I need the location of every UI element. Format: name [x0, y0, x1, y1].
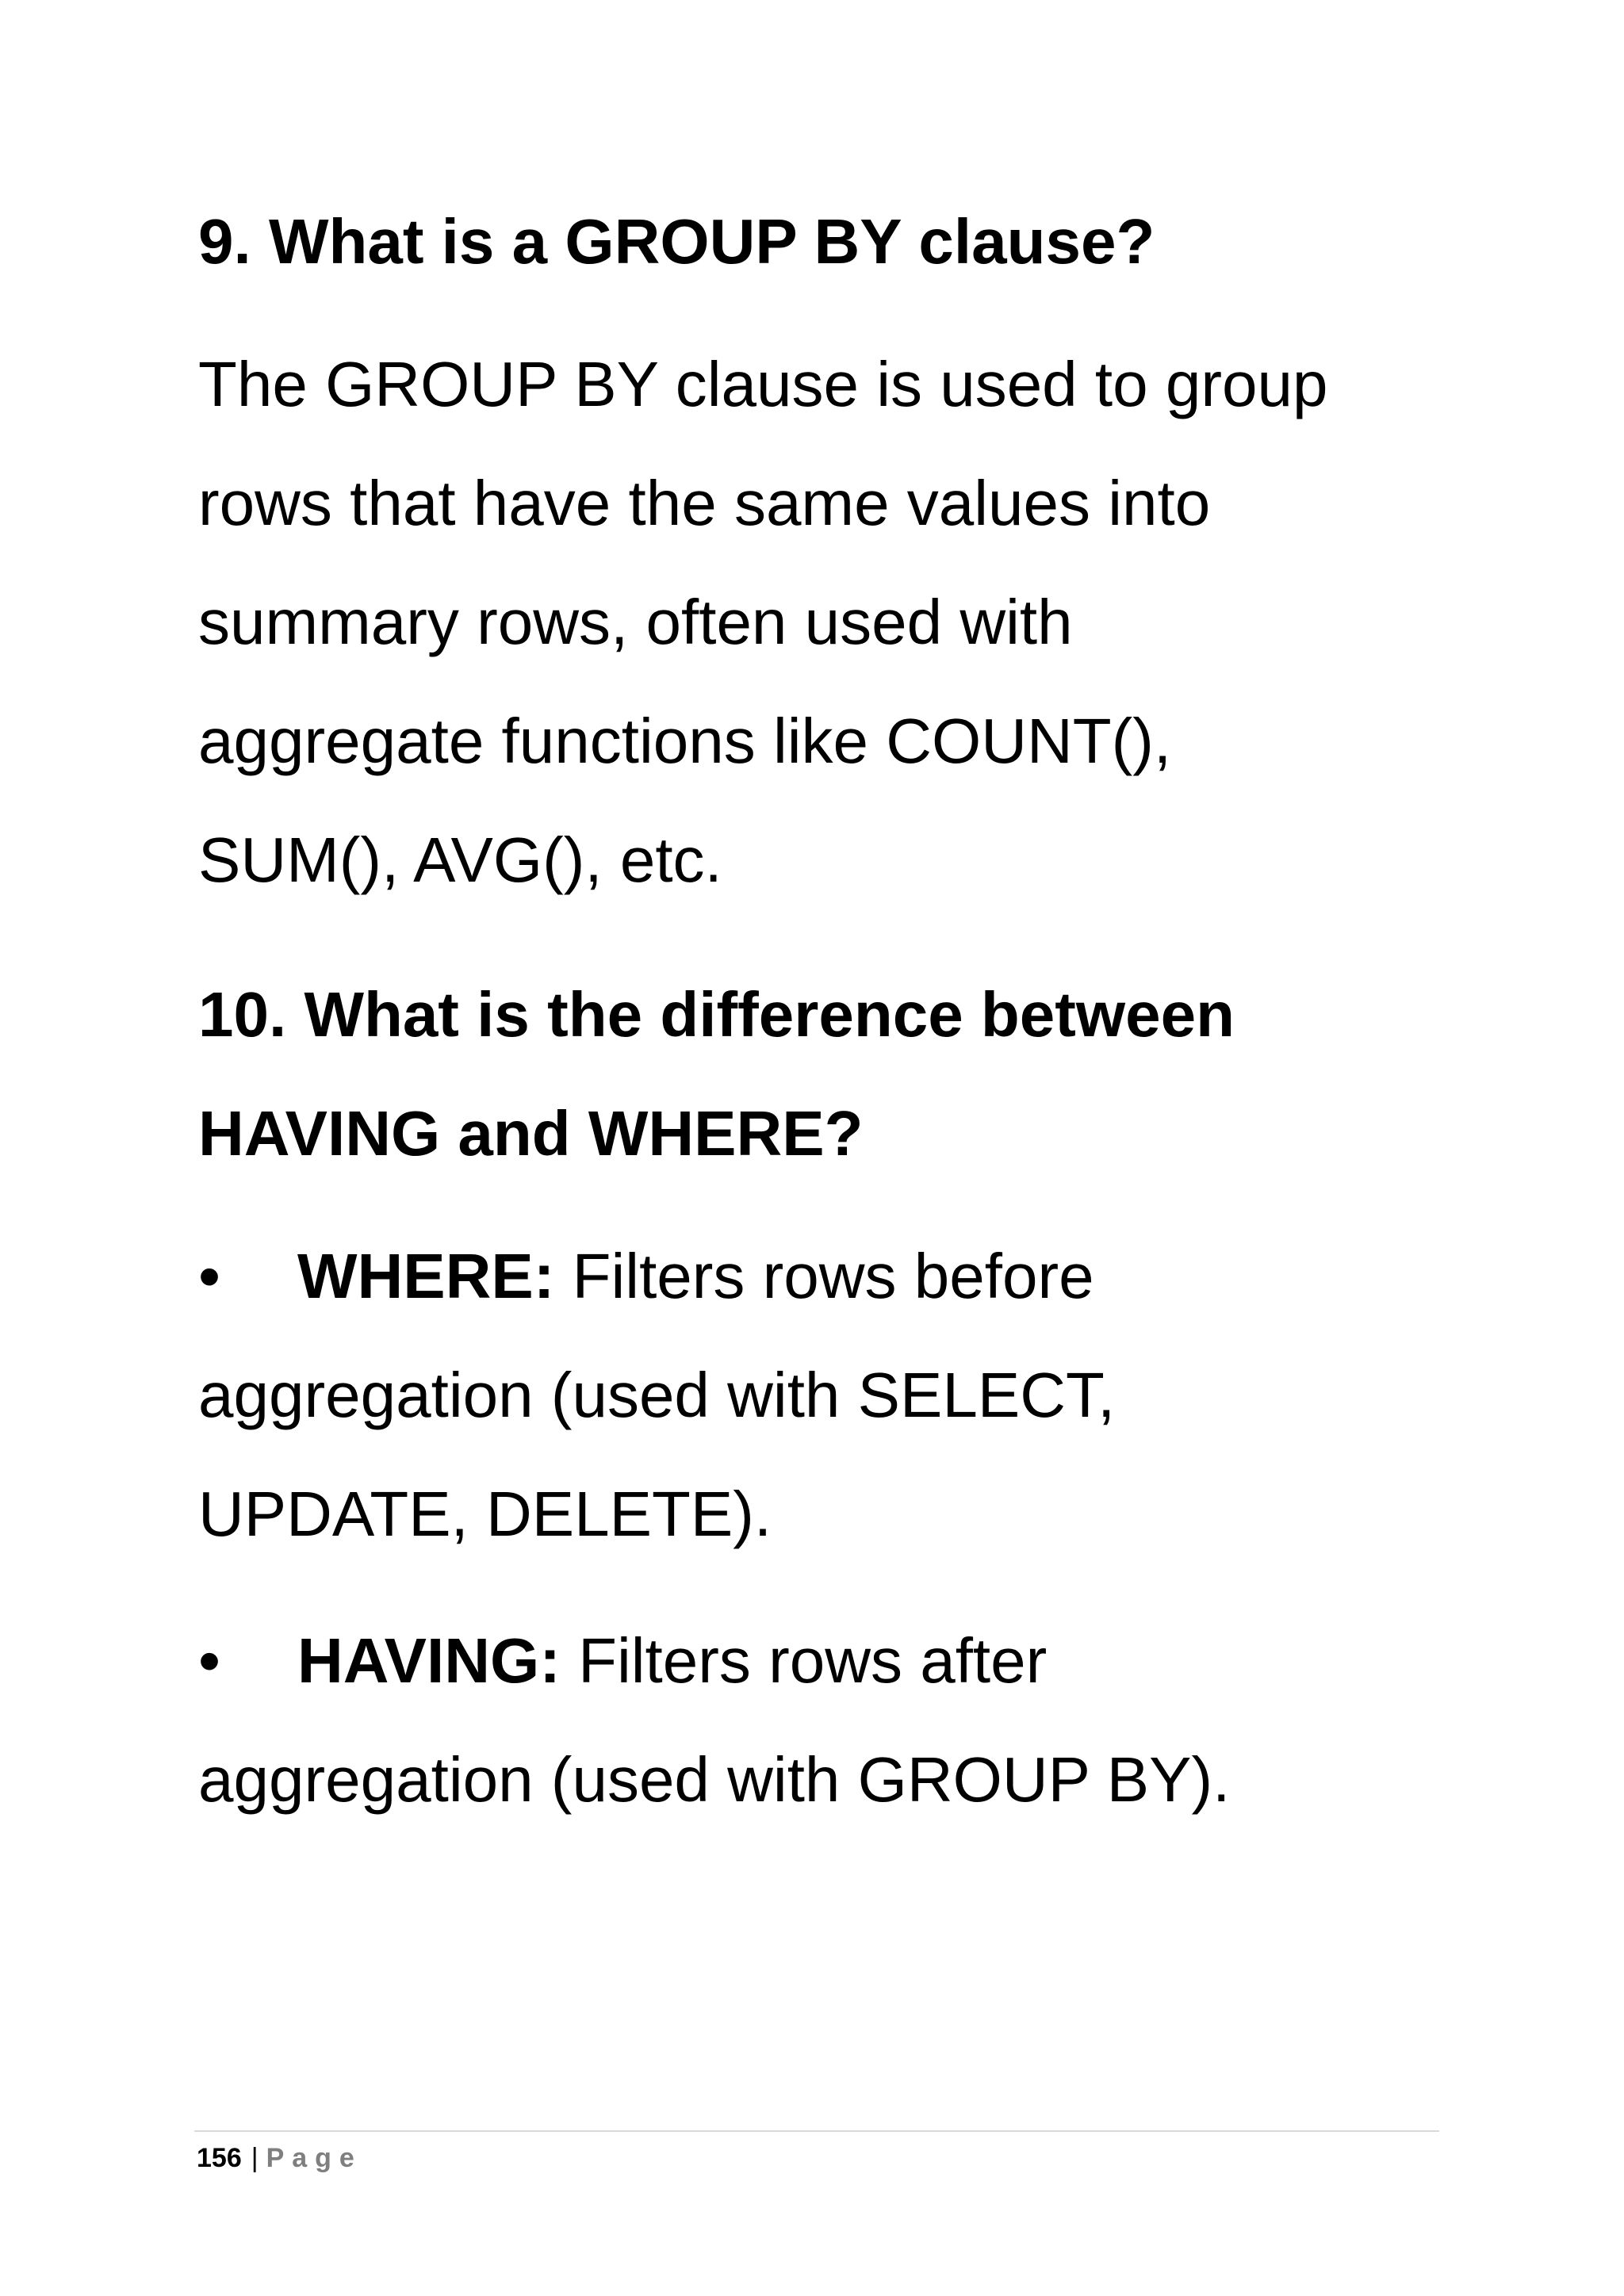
- bullet-icon: •: [198, 1241, 221, 1311]
- question-9-heading: 9. What is a GROUP BY clause?: [198, 206, 1155, 277]
- bullet-term-having: HAVING:: [297, 1625, 561, 1696]
- page-label: Page: [266, 2143, 362, 2173]
- question-9-answer-line: summary rows, often used with: [198, 587, 1073, 657]
- bullet-where-continuation: aggregation (used with SELECT,: [198, 1360, 1116, 1430]
- page-number: 156: [197, 2143, 242, 2173]
- bullet-text: Filters rows after: [560, 1625, 1048, 1696]
- bullet-term-where: WHERE:: [297, 1241, 555, 1311]
- bullet-having-continuation: aggregation (used with GROUP BY).: [198, 1744, 1231, 1815]
- question-10-heading-line: 10. What is the difference between: [198, 979, 1235, 1050]
- bullet-where-continuation: UPDATE, DELETE).: [198, 1479, 772, 1549]
- page-footer: [197, 2134, 362, 2182]
- footer-divider: [194, 2130, 1439, 2132]
- bullet-icon: •: [198, 1625, 221, 1696]
- bullet-having: [198, 1601, 1047, 1720]
- question-9-answer-line: The GROUP BY clause is used to group: [198, 349, 1328, 419]
- bullet-where: [198, 1217, 1094, 1336]
- question-10-heading-line: HAVING and WHERE?: [198, 1098, 864, 1169]
- question-9-answer-line: rows that have the same values into: [198, 468, 1211, 538]
- question-9-answer-line: SUM(), AVG(), etc.: [198, 825, 722, 895]
- question-9-answer-line: aggregate functions like COUNT(),: [198, 706, 1172, 776]
- bullet-text: Filters rows before: [554, 1241, 1094, 1311]
- footer-separator: |: [251, 2143, 259, 2173]
